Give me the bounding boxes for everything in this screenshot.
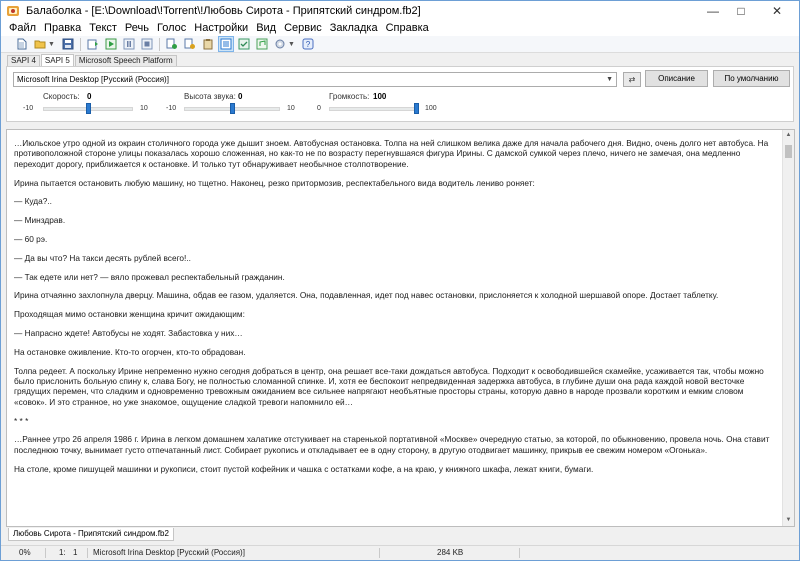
document-paragraph: — Куда?..: [14, 196, 52, 207]
document-paragraph: Толпа редеет. А поскольку Ирине непременно нужно сегодня добраться в центр, она решает все-таки дождаться автобуса. Подходит к освободившейся скамейке, усаживается так, чтобы можно было прислонить больную спину к, слава Богу, не полностью сломанной спинке. И, хотя ее беспокоит непредвиденная задержка автобуса, в глубине души она рада каждой новой весточке грядущих перемен, что сладким и одновременно тревожным ожиданием все сильнее напрягают необъятные просторы страны, которую давно в народе прозвали коротким и емким словом «совок». И это странное, но уже знакомое, ощущение сладкой тревоги напомнило ей…: [14, 365, 764, 407]
menu-bookmark[interactable]: Закладка: [329, 22, 378, 34]
speed-slider-thumb[interactable]: [86, 103, 91, 114]
document-paragraph: Ирина отчаянно захлопнула дверцу. Машина, обдав ее газом, удаляется. Она, подавленная, идет под навес остановки, прислоняется к холодной шершавой опоре. Достает таблетку.: [14, 290, 719, 301]
menu-bar: [1, 21, 799, 36]
menu-view[interactable]: Вид: [256, 22, 277, 34]
document-paragraph: На остановке оживление. Кто-то огорчен, кто-то обрадован.: [14, 346, 246, 357]
document-paragraph: — Минздрав.: [14, 215, 66, 226]
window-controls: [699, 1, 799, 21]
volume-max: 100: [425, 105, 437, 112]
document-paragraph: — Напрасно ждете! Автобусы не ходят. Забастовка у них…: [14, 327, 243, 338]
open-dropdown-icon[interactable]: ▼: [48, 40, 55, 48]
clipboard-read-icon[interactable]: [201, 37, 215, 51]
document-paragraph: …Июльское утро одной из окраин столичного города уже дышит зноем. Автобусная остановка. Толпа на ней слишком велика даже для начала рабочего дня. Видно, очень долго нет автобуса. На противоположной стороне улицы показалась хорошо сложенная, но как-то не по возрасту перегнувшаяся фигура Ирины. С дамской сумкой через плечо, ничего не замечая, она медленно переходит дорогу, приближается к остановке. И только тут обнаруживает необычное столпотворение.: [14, 138, 769, 169]
menu-settings[interactable]: Настройки: [194, 22, 249, 34]
volume-min: 0: [317, 105, 321, 112]
toolbar-separator: [159, 38, 160, 51]
stop-icon[interactable]: [140, 37, 154, 51]
maximize-icon[interactable]: □: [737, 4, 745, 18]
read-aloud-icon[interactable]: [86, 37, 100, 51]
minimize-icon[interactable]: —: [707, 4, 719, 18]
speech-engine-tabs: [7, 54, 178, 66]
menu-file[interactable]: Файл: [9, 22, 37, 34]
svg-text:?: ?: [305, 40, 311, 49]
swap-voice-button[interactable]: ⇄: [623, 72, 641, 87]
menu-service[interactable]: Сервис: [284, 22, 322, 34]
close-icon[interactable]: ✕: [771, 4, 783, 18]
tab-sapi4[interactable]: SAPI 4: [7, 55, 40, 66]
volume-slider-group: [307, 92, 447, 120]
status-divider: [519, 548, 520, 558]
document-paragraph: На столе, кроме пишущей машинки и рукописи, стоит пустой кофейник и чашка с остатками кофе, а на краю, у книжного шкафа, лежат книги, бумаги.: [14, 463, 594, 474]
pitch-slider-thumb[interactable]: [230, 103, 235, 114]
window-title: Балаболка - [E:\Download\!Torrent\!Любовь Сирота - Припятский синдром.fb2]: [26, 5, 421, 17]
status-file-size: 284 KB: [437, 548, 464, 557]
menu-text[interactable]: Текст: [89, 22, 117, 34]
convert-to-audio-icon[interactable]: [165, 37, 179, 51]
scroll-down-icon[interactable]: ▼: [785, 517, 792, 523]
document-paragraph: — Да вы что? На такси десять рублей всего!..: [14, 252, 191, 263]
menu-edit[interactable]: Правка: [44, 22, 82, 34]
pitch-min: -10: [166, 105, 177, 112]
menu-help[interactable]: Справка: [385, 22, 429, 34]
tab-sapi5[interactable]: SAPI 5: [41, 54, 74, 66]
document-text-area[interactable]: [6, 129, 795, 527]
voice-select[interactable]: [13, 72, 617, 87]
save-icon[interactable]: [61, 37, 75, 51]
voice-panel: [6, 66, 794, 122]
status-column: 1: [73, 548, 78, 557]
document-tab[interactable]: Любовь Сирота - Припятский синдром.fb2: [8, 528, 174, 541]
document-paragraph: * * *: [14, 415, 29, 426]
status-divider: [45, 548, 46, 558]
pitch-slider-group: [162, 92, 302, 120]
spellcheck-icon[interactable]: [237, 37, 251, 51]
help-icon[interactable]: [301, 37, 315, 51]
volume-value: 100: [373, 92, 387, 101]
open-folder-icon[interactable]: [33, 37, 47, 51]
status-bar: [1, 545, 799, 560]
speed-slider-group: [13, 92, 153, 120]
chevron-down-icon[interactable]: ▼: [606, 76, 613, 83]
document-paragraph: — 60 рэ.: [14, 234, 48, 244]
pitch-max: 10: [287, 105, 295, 112]
pitch-label: Высота звука:: [184, 92, 236, 101]
description-button[interactable]: Описание: [645, 70, 708, 87]
document-paragraph: …Раннее утро 26 апреля 1986 г. Ирина в легком домашнем халатике отстукивает на старенькой портативной «Москве» очередную статью, за которой, по обыкновению, провела ночь. Она ставит последнюю точку, вынимает густо отпечатанный лист. Собирает рукопись и откладывает ее в одну сторону, в другую отодвигает машинку, прикрыв ее свежим номером «Огонька».: [14, 434, 770, 455]
menu-speech[interactable]: Речь: [124, 22, 149, 34]
volume-label: Громкость:: [329, 92, 370, 101]
status-line: 1:: [59, 548, 66, 557]
status-voice: Microsoft Irina Desktop [Русский (Россия)]: [93, 548, 245, 557]
scroll-thumb[interactable]: [785, 145, 792, 158]
status-divider: [87, 548, 88, 558]
save-audio-icon[interactable]: [255, 37, 269, 51]
document-tabs: [6, 528, 795, 542]
document-text[interactable]: [14, 138, 777, 482]
scroll-up-icon[interactable]: ▲: [785, 132, 792, 138]
menu-voice[interactable]: Голос: [157, 22, 187, 34]
tools-icon[interactable]: [273, 37, 287, 51]
new-document-icon[interactable]: [15, 37, 29, 51]
defaults-button[interactable]: По умолчанию: [713, 70, 790, 87]
toolbar-separator: [80, 38, 81, 51]
document-paragraph: — Так едете или нет? — вяло прожевал респектабельный гражданин.: [14, 271, 285, 282]
status-divider: [379, 548, 380, 558]
play-icon[interactable]: [104, 37, 118, 51]
speed-max: 10: [140, 105, 148, 112]
title-bar: [1, 1, 799, 21]
tab-speech-platform[interactable]: Microsoft Speech Platform: [75, 55, 177, 66]
speed-value: 0: [87, 92, 92, 101]
speed-label: Скорость:: [43, 92, 80, 101]
volume-slider-track[interactable]: [329, 107, 419, 111]
document-paragraph: Проходящая мимо остановки женщина кричит ожидающим:: [14, 309, 245, 320]
pitch-value: 0: [238, 92, 243, 101]
document-paragraph: Ирина пытается остановить любую машину, но тщетно. Наконец, резко притормозив, респектабельного вида водитель лениво роняет:: [14, 177, 535, 188]
app-logo-icon: [6, 4, 20, 18]
toolbar: [1, 36, 799, 53]
text-view-icon[interactable]: [219, 37, 233, 51]
voice-select-value: Microsoft Irina Desktop [Русский (Россия)]: [17, 75, 169, 84]
status-progress: 0%: [19, 548, 31, 557]
convert-split-icon[interactable]: [183, 37, 197, 51]
volume-slider-thumb[interactable]: [414, 103, 419, 114]
vertical-scrollbar[interactable]: [782, 130, 794, 526]
pause-icon[interactable]: [122, 37, 136, 51]
tools-dropdown-icon[interactable]: ▼: [287, 40, 295, 48]
speed-min: -10: [23, 105, 34, 112]
